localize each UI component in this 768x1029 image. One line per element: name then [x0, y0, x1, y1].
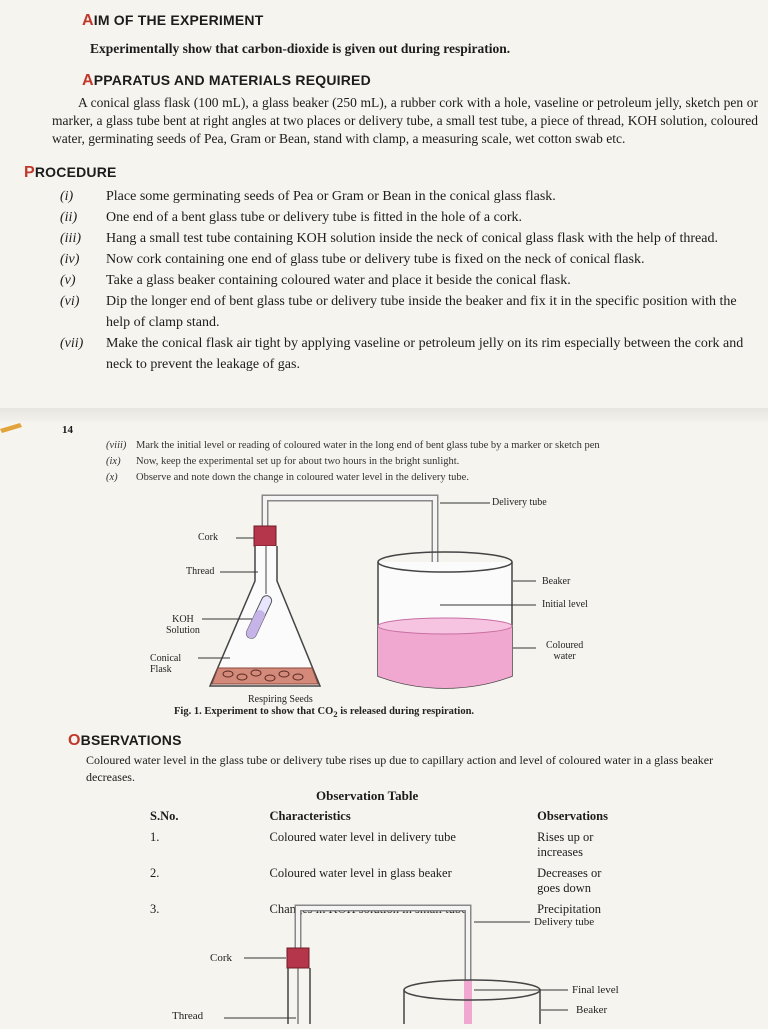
step-number: (x) — [106, 472, 118, 483]
table-row — [144, 827, 614, 863]
procedure-step — [106, 470, 726, 486]
caption-text: Experiment to show that CO — [204, 706, 334, 717]
procedure-step — [60, 249, 754, 270]
step-number: (ix) — [106, 456, 121, 467]
step-number: (iii) — [60, 231, 81, 246]
step-text: Dip the longer end of bent glass tube or delivery tube inside the beaker and fix it in the specific position with the help of clamp stand. — [106, 294, 737, 330]
delivery-tube-2-shape — [298, 908, 468, 1024]
step-text: Mark the initial level or reading of coloured water in the long end of bent glass tube by a marker or sketch pen — [136, 440, 600, 451]
label-conical-line2: Flask — [150, 664, 172, 675]
label2-final-level: Final level — [572, 984, 619, 996]
procedure-heading — [24, 164, 117, 182]
cell-sno: 1. — [150, 830, 160, 844]
procedure-heading-cap: P — [24, 164, 35, 181]
apparatus-heading-cap: A — [82, 72, 94, 89]
label-coloured-line2: water — [553, 651, 576, 662]
label-conical-flask — [150, 653, 181, 675]
label2-beaker: Beaker — [576, 1004, 608, 1016]
label-koh — [166, 614, 200, 636]
step-number: (viii) — [106, 440, 127, 451]
step-number: (v) — [60, 273, 76, 288]
table-header-row — [144, 806, 614, 827]
label2-cork: Cork — [210, 952, 232, 964]
label-respiring-seeds: Respiring Seeds — [248, 694, 313, 705]
procedure-list — [60, 186, 754, 375]
aim-heading — [82, 12, 263, 30]
label-delivery-tube: Delivery tube — [492, 497, 547, 508]
observations-heading — [68, 732, 182, 750]
apparatus-heading — [82, 72, 371, 90]
label2-delivery-tube: Delivery tube — [534, 916, 595, 928]
header-characteristics: Characteristics — [269, 809, 351, 823]
page-number: 14 — [62, 424, 73, 436]
step-number: (ii) — [60, 210, 78, 225]
caption-suffix: is released during respiration. — [340, 706, 475, 717]
step-text: Now, keep the experimental set up for about two hours in the bright sunlight. — [136, 456, 460, 467]
label2-thread: Thread — [172, 1010, 204, 1022]
label-beaker: Beaker — [542, 576, 571, 587]
caption-sub: 2 — [333, 709, 338, 720]
observation-table-title: Observation Table — [316, 788, 419, 803]
step-text: Make the conical flask air tight by applying vaseline or petroleum jelly on its rim especially between the cork and neck to prevent the leakage of gas. — [106, 336, 744, 372]
step-text: Take a glass beaker containing coloured water and place it beside the conical flask. — [106, 273, 571, 288]
procedure-step — [106, 454, 726, 470]
procedure-step — [60, 207, 754, 228]
cork-shape — [254, 526, 276, 546]
label-initial-level: Initial level — [542, 599, 588, 610]
cell-observation: Rises up or increases — [537, 830, 594, 859]
procedure-step — [60, 228, 754, 249]
figure-1-caption — [174, 706, 474, 719]
cell-sno: 3. — [150, 902, 160, 916]
label-thread: Thread — [186, 566, 215, 577]
procedure-step — [60, 270, 754, 291]
observations-heading-rest: BSERVATIONS — [80, 732, 182, 748]
aim-heading-cap: A — [82, 12, 94, 29]
pencil-tip-icon — [0, 420, 22, 434]
label-coloured-water — [546, 640, 583, 662]
step-text: Hang a small test tube containing KOH solution inside the neck of conical glass flask with the help of thread. — [106, 231, 718, 246]
procedure-step — [106, 438, 726, 454]
step-text: Now cork containing one end of glass tube or delivery tube is fixed on the neck of conical flask. — [106, 252, 645, 267]
step-number: (vii) — [60, 336, 84, 351]
observations-text: Coloured water level in the glass tube or delivery tube rises up due to capillary action and level of coloured water in a glass beaker decreases. — [86, 753, 714, 784]
apparatus-heading-rest: PPARATUS AND MATERIALS REQUIRED — [93, 72, 371, 88]
label-coloured-line1: Coloured — [546, 640, 584, 651]
header-observations: Observations — [537, 809, 608, 823]
observations-heading-cap: O — [68, 732, 81, 749]
cell-characteristic: Coloured water level in glass beaker — [269, 866, 452, 880]
aim-text: Experimentally show that carbon-dioxide is given out during respiration. — [90, 41, 511, 56]
procedure-step — [60, 186, 754, 207]
figure-1 — [140, 486, 640, 706]
step-text: Observe and note down the change in coloured water level in the delivery tube. — [136, 472, 469, 483]
cell-characteristic: Changes in KOH solution in small tube — [269, 902, 467, 916]
cell-sno: 2. — [150, 866, 160, 880]
cell-observation: Decreases or goes down — [537, 866, 602, 895]
seeds-shape — [212, 668, 318, 684]
step-number: (i) — [60, 189, 74, 204]
procedure-list-continued — [106, 438, 726, 486]
table-row — [144, 863, 614, 899]
step-text: One end of a bent glass tube or delivery tube is fitted in the hole of a cork. — [106, 210, 522, 225]
figure-1-drawing — [140, 486, 640, 706]
caption-prefix: Fig. 1. — [174, 706, 202, 717]
cell-observation: Precipitation — [537, 902, 602, 916]
apparatus-text: A conical glass flask (100 mL), a glass beaker (250 mL), a rubber cork with a hole, vaseline or petroleum jelly, sketch pen or marker, a glass tube bent at right angles at two places or delivery tube, a small test tube, a piece of thread, KOH solution, coloured water, germinating seeds of Pea, Gram or Bean, stand with clamp, a measuring scale, wet cotton swab etc. — [52, 95, 758, 146]
label-koh-line2: Solution — [166, 625, 200, 636]
step-number: (iv) — [60, 252, 80, 267]
aim-heading-rest: IM OF THE EXPERIMENT — [93, 12, 264, 28]
header-sno: S.No. — [150, 809, 179, 823]
page-divider — [0, 408, 768, 422]
procedure-step — [60, 291, 754, 333]
label-conical-line1: Conical — [150, 653, 182, 664]
procedure-heading-rest: ROCEDURE — [34, 164, 117, 180]
label-koh-line1: KOH — [172, 614, 194, 625]
step-text: Place some germinating seeds of Pea or Gram or Bean in the conical glass flask. — [106, 189, 556, 204]
step-number: (vi) — [60, 294, 80, 309]
procedure-step — [60, 333, 754, 375]
coloured-water-shape — [378, 626, 512, 688]
cork-2-shape — [287, 948, 309, 968]
label-cork: Cork — [198, 532, 218, 543]
cell-characteristic: Coloured water level in delivery tube — [269, 830, 456, 844]
